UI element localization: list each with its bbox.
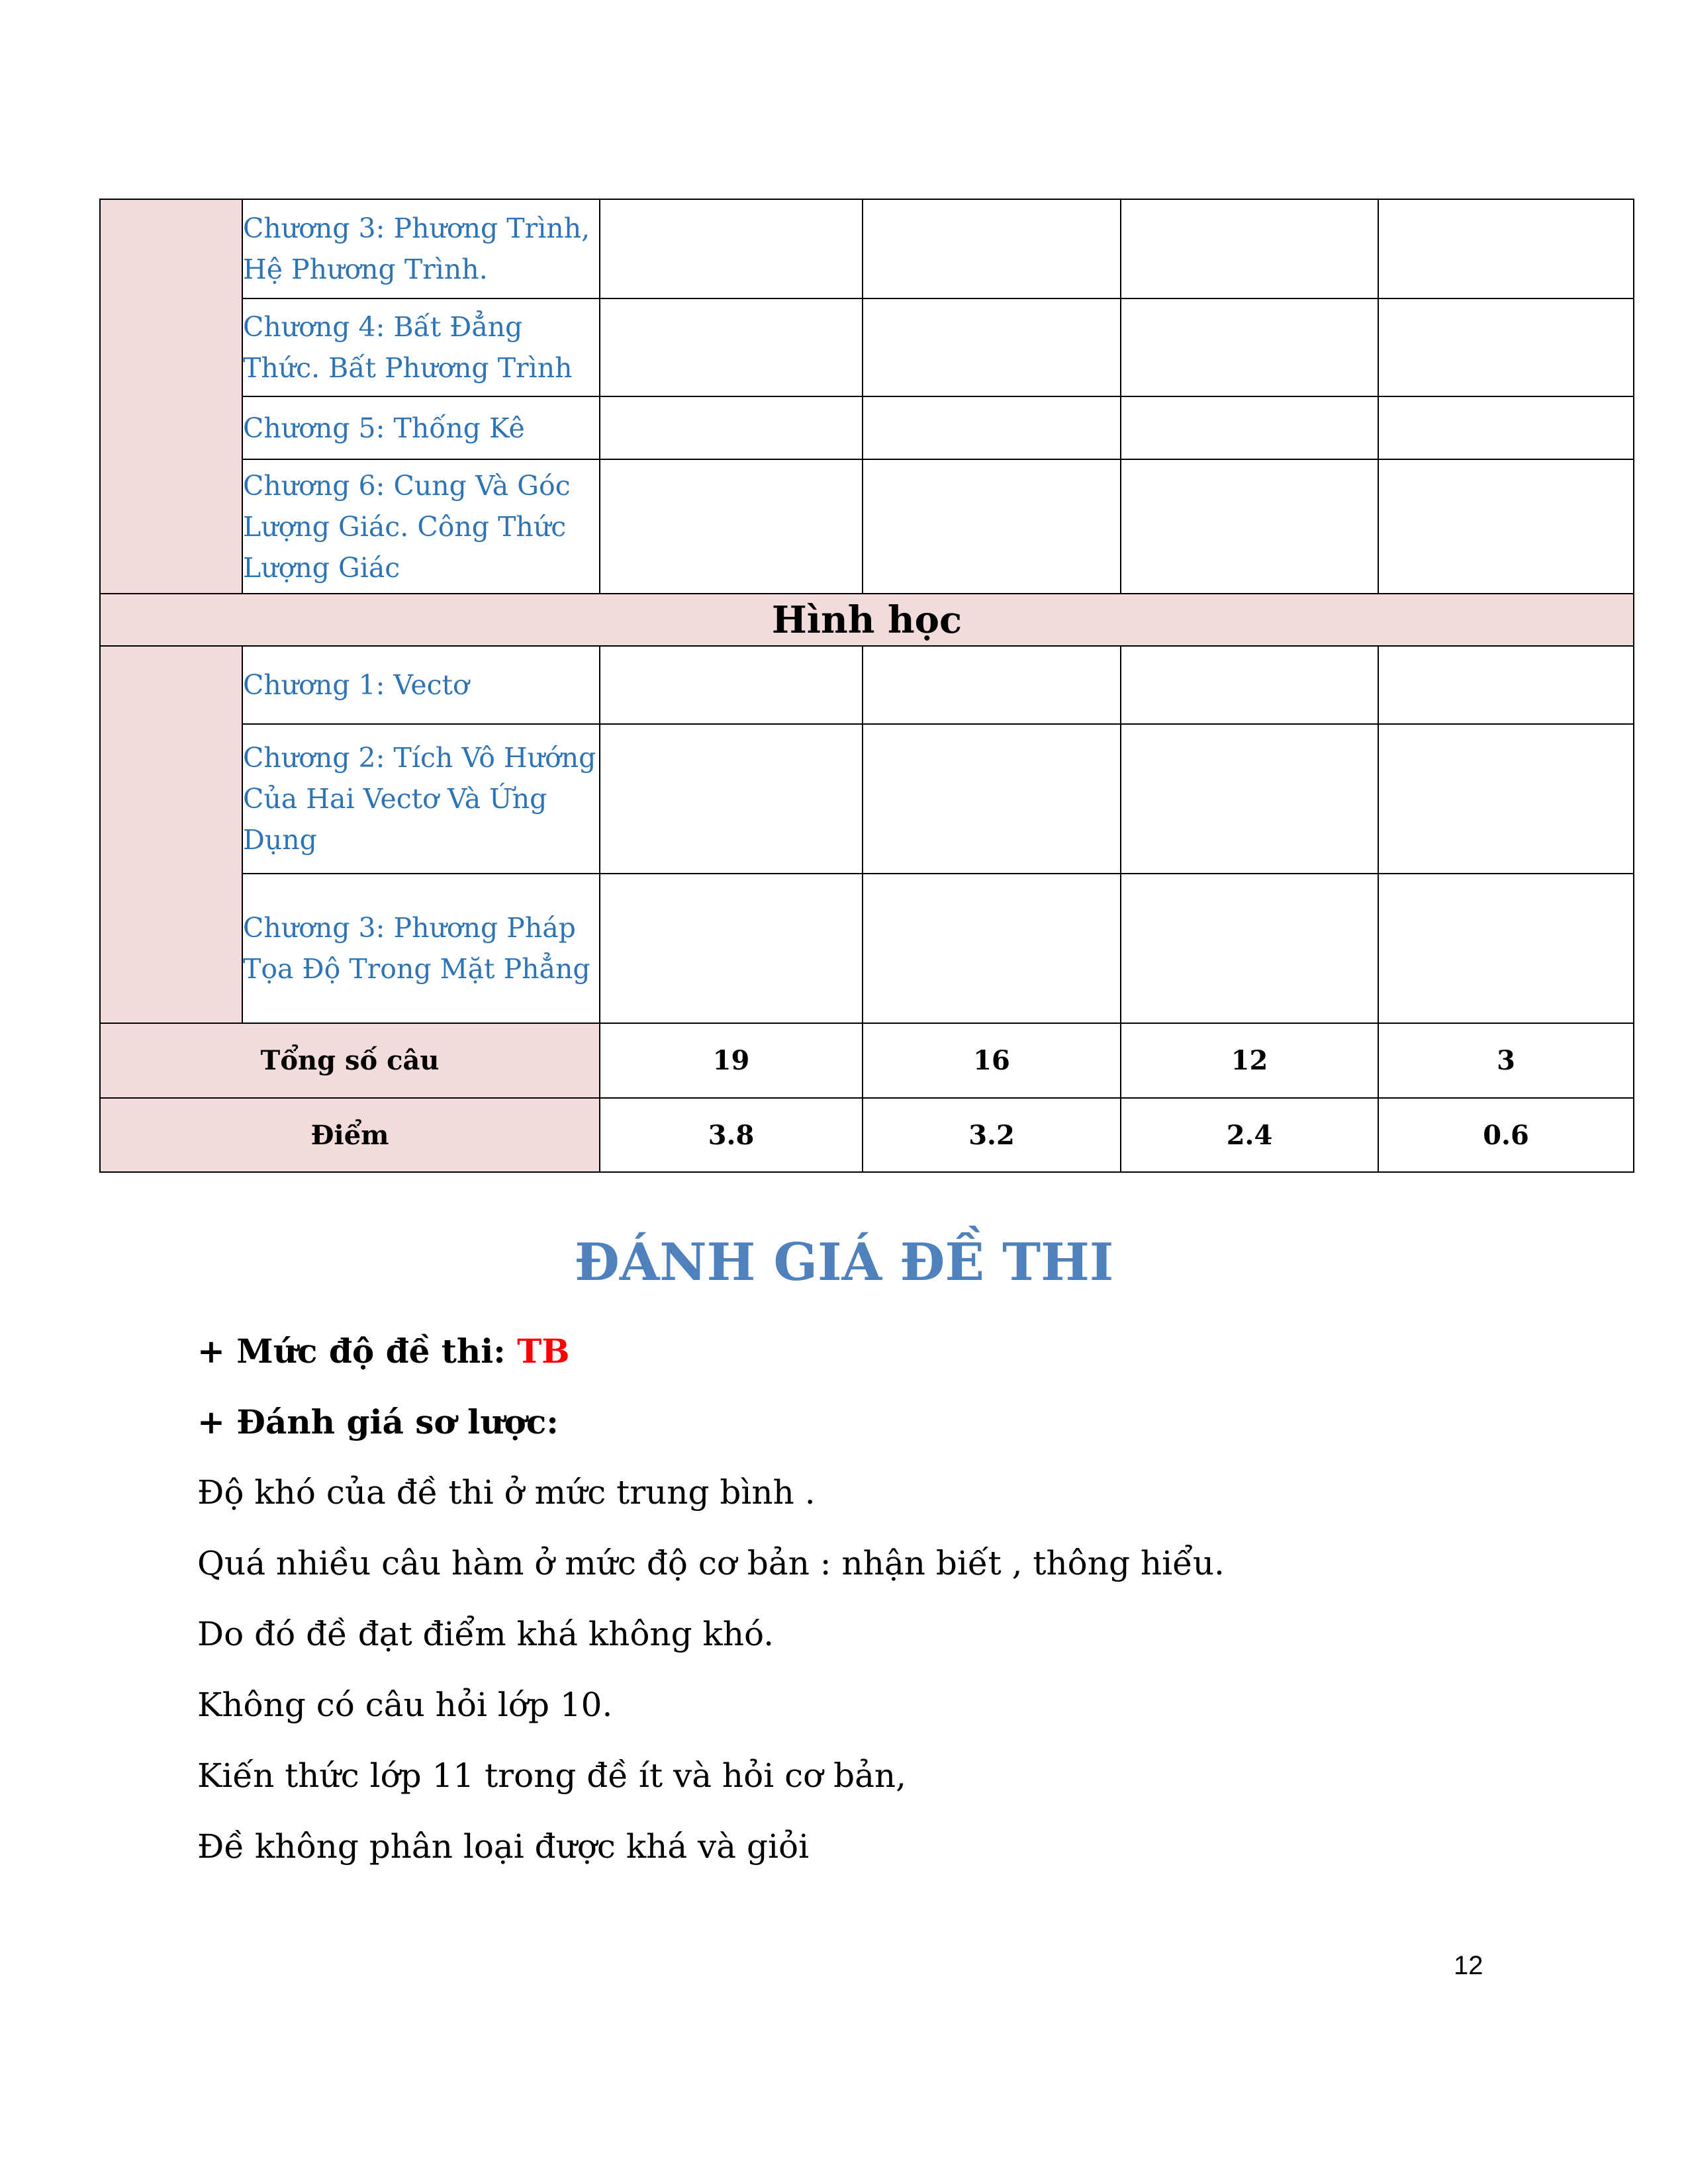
empty-cell — [1121, 646, 1378, 724]
score-value: 0.6 — [1378, 1098, 1634, 1172]
chapter-cell: Chương 2: Tích Vô Hướng Của Hai Vectơ Và Ứng Dụng — [242, 724, 600, 874]
empty-cell — [600, 199, 863, 298]
total-questions-label: Tổng số câu — [100, 1023, 600, 1098]
empty-cell — [863, 298, 1121, 396]
evaluation-line: Đề không phân loại được khá và giỏi — [197, 1827, 810, 1866]
empty-cell — [863, 459, 1121, 594]
chapter-cell: Chương 6: Cung Và Góc Lượng Giác. Công Thức Lượng Giác — [242, 459, 600, 594]
score-value: 3.2 — [863, 1098, 1121, 1172]
score-value: 3.8 — [600, 1098, 863, 1172]
score-value: 2.4 — [1121, 1098, 1378, 1172]
empty-cell — [1378, 646, 1634, 724]
evaluation-line: Do đó đề đạt điểm khá không khó. — [197, 1615, 774, 1653]
chapter-cell: Chương 3: Phương Pháp Tọa Độ Trong Mặt Phẳng — [242, 874, 600, 1023]
evaluation-line: Độ khó của đề thi ở mức trung bình . — [197, 1473, 816, 1512]
chapter-cell: Chương 5: Thống Kê — [242, 396, 600, 459]
empty-cell — [863, 646, 1121, 724]
total-value: 12 — [1121, 1023, 1378, 1098]
difficulty-level-label: + Mức độ đề thi: — [197, 1332, 518, 1371]
table-row — [100, 874, 1634, 1023]
difficulty-level-line — [197, 1332, 570, 1371]
chapter-cell: Chương 1: Vectơ — [242, 646, 600, 724]
geometry-section-header: Hình học — [100, 594, 1634, 646]
geometry-group-cell — [100, 646, 242, 1023]
empty-cell — [863, 724, 1121, 874]
evaluation-title: ĐÁNH GIÁ ĐỀ THI — [574, 1232, 1114, 1293]
table-row — [100, 646, 1634, 724]
score-label: Điểm — [100, 1098, 600, 1172]
table-row — [100, 199, 1634, 298]
total-questions-row — [100, 1023, 1634, 1098]
table-row — [100, 396, 1634, 459]
empty-cell — [600, 459, 863, 594]
total-value: 16 — [863, 1023, 1121, 1098]
empty-cell — [1378, 724, 1634, 874]
empty-cell — [1121, 298, 1378, 396]
empty-cell — [863, 874, 1121, 1023]
empty-cell — [600, 298, 863, 396]
empty-cell — [1378, 199, 1634, 298]
total-value: 3 — [1378, 1023, 1634, 1098]
evaluation-line: Không có câu hỏi lớp 10. — [197, 1686, 613, 1724]
empty-cell — [863, 396, 1121, 459]
empty-cell — [1378, 874, 1634, 1023]
empty-cell — [600, 874, 863, 1023]
evaluation-line: Kiến thức lớp 11 trong đề ít và hỏi cơ bản, — [197, 1756, 906, 1795]
empty-cell — [1121, 874, 1378, 1023]
summary-label: + Đánh giá sơ lược: — [197, 1402, 559, 1441]
empty-cell — [1121, 199, 1378, 298]
chapter-cell: Chương 4: Bất Đẳng Thức. Bất Phương Trình — [242, 298, 600, 396]
empty-cell — [600, 646, 863, 724]
score-row — [100, 1098, 1634, 1172]
difficulty-level-value: TB — [517, 1332, 570, 1371]
table-row — [100, 298, 1634, 396]
empty-cell — [1121, 396, 1378, 459]
empty-cell — [863, 199, 1121, 298]
table-row — [100, 724, 1634, 874]
evaluation-line: Quá nhiều câu hàm ở mức độ cơ bản : nhận biết , thông hiểu. — [197, 1544, 1225, 1582]
total-value: 19 — [600, 1023, 863, 1098]
empty-cell — [1378, 396, 1634, 459]
exam-matrix-table — [99, 199, 1634, 1173]
empty-cell — [600, 396, 863, 459]
page-number: 12 — [1454, 1951, 1483, 1980]
empty-cell — [1378, 459, 1634, 594]
empty-cell — [1121, 459, 1378, 594]
empty-cell — [1378, 298, 1634, 396]
chapter-cell: Chương 3: Phương Trình, Hệ Phương Trình. — [242, 199, 600, 298]
empty-cell — [1121, 724, 1378, 874]
table-row — [100, 594, 1634, 646]
algebra-group-cell — [100, 199, 242, 594]
empty-cell — [600, 724, 863, 874]
table-row — [100, 459, 1634, 594]
